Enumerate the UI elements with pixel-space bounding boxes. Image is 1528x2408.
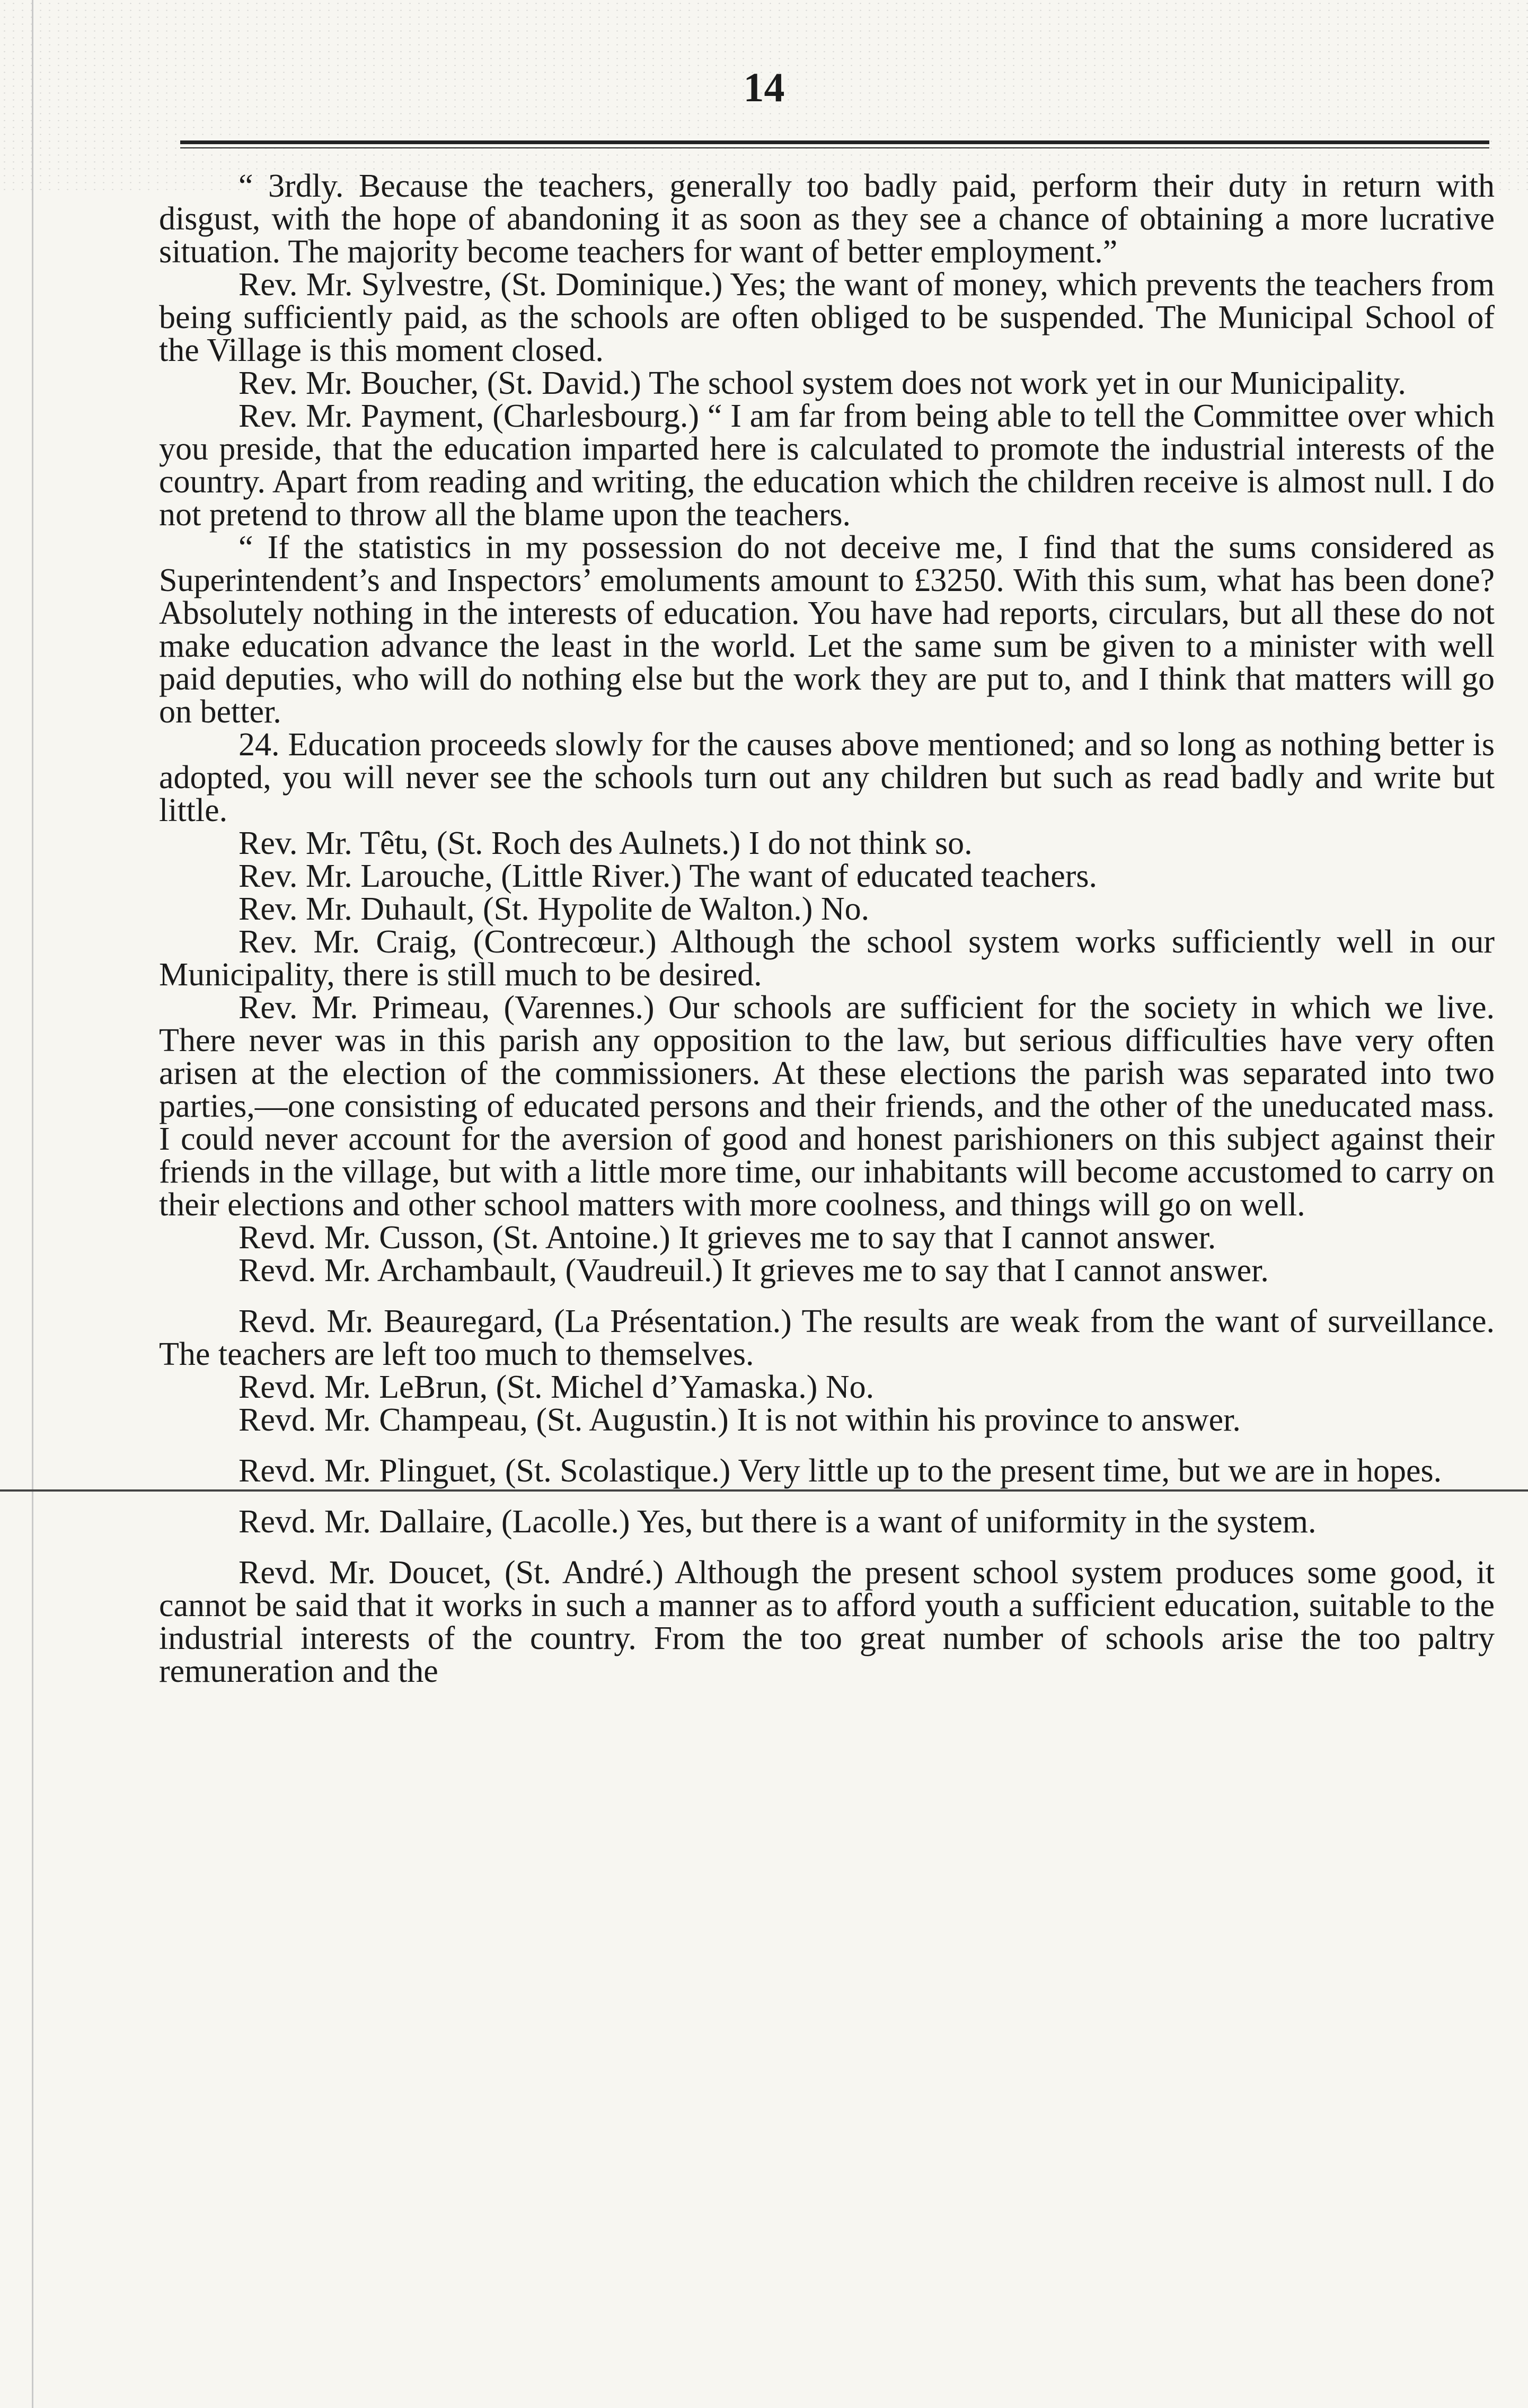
paragraph: Revd. Mr. LeBrun, (St. Michel d’Yamaska.) No. [239, 1369, 875, 1405]
paragraph: Rev. Mr. Têtu, (St. Roch des Aulnets.) I do not think so. [239, 825, 973, 861]
page-body [159, 170, 1495, 1688]
paragraph: “ 3rdly. Because the teachers, generally too badly paid, perform their duty in return with disgust, with the hope of abandoning it as soon as they see a chance of obtaining a more lucrative situation. The majority become teachers for want of better employment.” [159, 168, 1495, 270]
paragraph: 24. Education proceeds slowly for the causes above mentioned; and so long as nothing better is adopted, you will never see the schools turn out any children but such as read badly and write but little. [159, 727, 1495, 828]
page-crease [32, 0, 33, 2408]
paragraph: Rev. Mr. Payment, (Charlesbourg.) “ I am far from being able to tell the Committee over which you preside, that the education imparted here is calculated to promote the industrial interests of the country. Apart from reading and writing, the education which the children receive is almost null. I do not pretend to throw all the blame upon the teachers. [159, 398, 1495, 533]
paragraph: Revd. Mr. Beauregard, (La Présentation.) The results are weak from the want of surveillance. The teachers are left too much to themselves. [159, 1303, 1495, 1372]
paragraph: Rev. Mr. Craig, (Contrecœur.) Although the school system works sufficiently well in our Municipality, there is still much to be desired. [159, 924, 1495, 993]
page-number: 14 [743, 64, 785, 110]
paragraph: Revd. Mr. Plinguet, (St. Scolastique.) Very little up to the present time, but we are in hopes. [239, 1453, 1442, 1489]
paragraph: Revd. Mr. Doucet, (St. André.) Although the present school system produces some good, it cannot be said that it works in such a manner as to afford youth a sufficient education, suitable to the industrial interests of the country. From the too great number of schools arise the too paltry remuneration and the [159, 1555, 1495, 1689]
paragraph: Rev. Mr. Sylvestre, (St. Dominique.) Yes; the want of money, which prevents the teachers from being sufficiently paid, as the schools are often obliged to be suspended. The Municipal School of the Village is this moment closed. [159, 267, 1495, 368]
paragraph: “ If the statistics in my possession do not deceive me, I find that the sums considered as Superintendent’s and Inspectors’ emoluments amount to £3250. With this sum, what has been done? Absolutely nothing in the interests of education. You have had reports, circulars, but all these do not make education advance the least in the world. Let the same sum be given to a minister with well paid deputies, who will do nothing else but the work they are put to, and I think that matters will go on better. [159, 530, 1495, 730]
paragraph: Revd. Mr. Cusson, (St. Antoine.) It grieves me to say that I cannot answer. [239, 1220, 1216, 1256]
header-double-rule [180, 140, 1489, 148]
paragraph: Rev. Mr. Duhault, (St. Hypolite de Walton.) No. [239, 891, 870, 927]
paragraph: Rev. Mr. Larouche, (Little River.) The want of educated teachers. [239, 858, 1097, 894]
paragraph: Rev. Mr. Primeau, (Varennes.) Our schools are sufficient for the society in which we live. There never was in this parish any opposition to the law, but serious difficulties have very often arisen at the election of the commissioners. At these elections the parish was separated into two parties,—one consisting of educated persons and their friends, and the other of the uneducated mass. I could never account for the aversion of good and honest parishioners on this subject against their friends in the village, but with a little more time, our inhabitants will become accustomed to carry on their elections and other school matters with more coolness, and things will go on well. [159, 990, 1495, 1223]
paragraph: Revd. Mr. Archambault, (Vaudreuil.) It grieves me to say that I cannot answer. [239, 1252, 1269, 1289]
paper-fold-line [0, 1489, 1528, 1492]
paragraph: Revd. Mr. Champeau, (St. Augustin.) It is not within his province to answer. [239, 1402, 1241, 1438]
paragraph: Revd. Mr. Dallaire, (Lacolle.) Yes, but there is a want of uniformity in the system. [239, 1504, 1317, 1540]
paragraph: Rev. Mr. Boucher, (St. David.) The school system does not work yet in our Municipality. [239, 365, 1406, 401]
